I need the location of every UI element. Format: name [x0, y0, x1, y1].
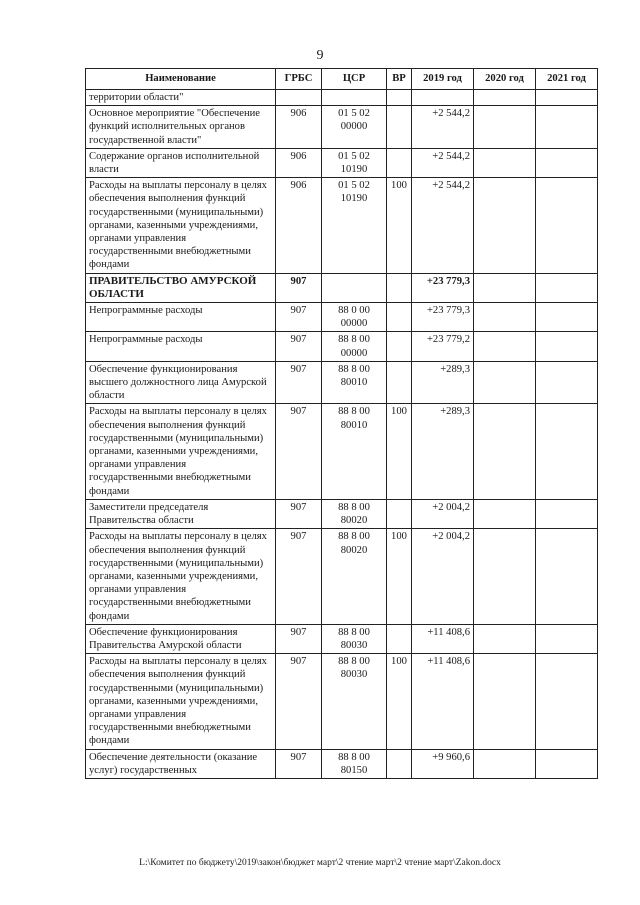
cell-y2019: +23 779,3	[412, 303, 474, 332]
cell-name: Основное мероприятие "Обеспечение функций исполнительных органов государственной власти"	[86, 106, 276, 149]
cell-vr	[387, 499, 412, 528]
cell-vr	[387, 106, 412, 149]
cell-y2020	[474, 332, 536, 361]
cell-name: Непрограммные расходы	[86, 303, 276, 332]
cell-grbs: 907	[276, 361, 322, 404]
cell-csr: 01 5 02 10190	[322, 178, 387, 273]
cell-csr: 88 8 00 80010	[322, 361, 387, 404]
cell-grbs: 906	[276, 148, 322, 177]
cell-vr	[387, 90, 412, 106]
cell-y2021	[536, 178, 598, 273]
cell-vr	[387, 332, 412, 361]
cell-grbs: 907	[276, 303, 322, 332]
cell-y2020	[474, 654, 536, 749]
cell-y2019: +2 544,2	[412, 106, 474, 149]
column-header-name: Наименование	[86, 69, 276, 90]
cell-vr: 100	[387, 178, 412, 273]
cell-y2020	[474, 106, 536, 149]
cell-grbs: 907	[276, 499, 322, 528]
cell-y2021	[536, 404, 598, 499]
cell-grbs: 907	[276, 624, 322, 653]
cell-csr: 88 0 00 00000	[322, 303, 387, 332]
page-number: 9	[316, 48, 324, 63]
cell-grbs: 906	[276, 106, 322, 149]
cell-y2020	[474, 624, 536, 653]
cell-y2019: +11 408,6	[412, 624, 474, 653]
budget-table	[85, 68, 598, 779]
cell-name: территории области"	[86, 90, 276, 106]
cell-y2021	[536, 529, 598, 624]
table-row	[86, 148, 598, 177]
cell-y2020	[474, 529, 536, 624]
table-row	[86, 529, 598, 624]
cell-grbs: 906	[276, 178, 322, 273]
cell-csr: 88 8 00 80030	[322, 624, 387, 653]
cell-y2021	[536, 90, 598, 106]
table-row	[86, 499, 598, 528]
cell-csr: 88 8 00 80020	[322, 499, 387, 528]
cell-y2019: +9 960,6	[412, 749, 474, 778]
cell-y2019: +289,3	[412, 361, 474, 404]
table-row	[86, 361, 598, 404]
cell-csr: 88 8 00 80150	[322, 749, 387, 778]
column-header-csr: ЦСР	[322, 69, 387, 90]
cell-y2021	[536, 361, 598, 404]
cell-csr: 01 5 02 10190	[322, 148, 387, 177]
cell-y2021	[536, 749, 598, 778]
column-header-grbs: ГРБС	[276, 69, 322, 90]
table-row	[86, 178, 598, 273]
cell-y2020	[474, 148, 536, 177]
cell-csr: 01 5 02 00000	[322, 106, 387, 149]
cell-name: Расходы на выплаты персоналу в целях обеспечения выполнения функций государственными (муниципальными) органами, казенными учреждениями, органами управления государственными внебюджетными фондами	[86, 404, 276, 499]
table-row	[86, 654, 598, 749]
cell-name: Расходы на выплаты персоналу в целях обеспечения выполнения функций государственными (муниципальными) органами, казенными учреждениями, органами управления государственными внебюджетными фондами	[86, 178, 276, 273]
cell-y2021	[536, 332, 598, 361]
table-row	[86, 90, 598, 106]
cell-name: Обеспечение деятельности (оказание услуг) государственных	[86, 749, 276, 778]
cell-csr: 88 8 00 00000	[322, 332, 387, 361]
cell-y2021	[536, 106, 598, 149]
cell-grbs: 907	[276, 273, 322, 302]
cell-y2021	[536, 624, 598, 653]
cell-vr	[387, 749, 412, 778]
column-header-2019: 2019 год	[412, 69, 474, 90]
cell-grbs: 907	[276, 332, 322, 361]
cell-y2019: +23 779,2	[412, 332, 474, 361]
cell-y2020	[474, 499, 536, 528]
cell-vr: 100	[387, 404, 412, 499]
cell-y2021	[536, 273, 598, 302]
cell-y2021	[536, 499, 598, 528]
table-row	[86, 273, 598, 302]
cell-csr	[322, 273, 387, 302]
cell-y2020	[474, 303, 536, 332]
cell-y2019: +289,3	[412, 404, 474, 499]
cell-name: ПРАВИТЕЛЬСТВО АМУРСКОЙ ОБЛАСТИ	[86, 273, 276, 302]
cell-y2021	[536, 148, 598, 177]
cell-y2019: +23 779,3	[412, 273, 474, 302]
cell-name: Обеспечение функционирования Правительства Амурской области	[86, 624, 276, 653]
cell-y2019	[412, 90, 474, 106]
cell-y2019: +2 544,2	[412, 148, 474, 177]
cell-y2019: +2 004,2	[412, 529, 474, 624]
cell-y2019: +2 004,2	[412, 499, 474, 528]
cell-csr: 88 8 00 80030	[322, 654, 387, 749]
cell-y2019: +11 408,6	[412, 654, 474, 749]
table-row	[86, 624, 598, 653]
cell-vr	[387, 273, 412, 302]
column-header-2021: 2021 год	[536, 69, 598, 90]
cell-y2020	[474, 273, 536, 302]
column-header-2020: 2020 год	[474, 69, 536, 90]
cell-y2020	[474, 749, 536, 778]
table-row	[86, 303, 598, 332]
cell-grbs: 907	[276, 749, 322, 778]
cell-name: Заместители председателя Правительства области	[86, 499, 276, 528]
cell-name: Расходы на выплаты персоналу в целях обеспечения выполнения функций государственными (муниципальными) органами, казенными учреждениями, органами управления государственными внебюджетными фондами	[86, 529, 276, 624]
table-row	[86, 106, 598, 149]
table-header-row	[86, 69, 598, 90]
cell-y2020	[474, 90, 536, 106]
file-path-footer: L:\Комитет по бюджету\2019\закон\бюджет март\2 чтение март\2 чтение март\Zakon.docx	[139, 858, 501, 868]
cell-grbs: 907	[276, 404, 322, 499]
cell-grbs: 907	[276, 654, 322, 749]
cell-y2020	[474, 361, 536, 404]
cell-y2020	[474, 178, 536, 273]
cell-vr: 100	[387, 654, 412, 749]
table-row	[86, 332, 598, 361]
table-row	[86, 404, 598, 499]
cell-vr	[387, 361, 412, 404]
cell-name: Содержание органов исполнительной власти	[86, 148, 276, 177]
table-row	[86, 749, 598, 778]
cell-name: Обеспечение функционирования высшего должностного лица Амурской области	[86, 361, 276, 404]
cell-y2020	[474, 404, 536, 499]
cell-name: Расходы на выплаты персоналу в целях обеспечения выполнения функций государственными (муниципальными) органами, казенными учреждениями, органами управления государственными внебюджетными фондами	[86, 654, 276, 749]
cell-y2019: +2 544,2	[412, 178, 474, 273]
cell-y2021	[536, 303, 598, 332]
cell-name: Непрограммные расходы	[86, 332, 276, 361]
cell-grbs: 907	[276, 529, 322, 624]
cell-vr	[387, 148, 412, 177]
column-header-vr: ВР	[387, 69, 412, 90]
cell-vr	[387, 624, 412, 653]
cell-vr	[387, 303, 412, 332]
cell-grbs	[276, 90, 322, 106]
cell-csr: 88 8 00 80010	[322, 404, 387, 499]
cell-csr: 88 8 00 80020	[322, 529, 387, 624]
cell-vr: 100	[387, 529, 412, 624]
cell-csr	[322, 90, 387, 106]
cell-y2021	[536, 654, 598, 749]
